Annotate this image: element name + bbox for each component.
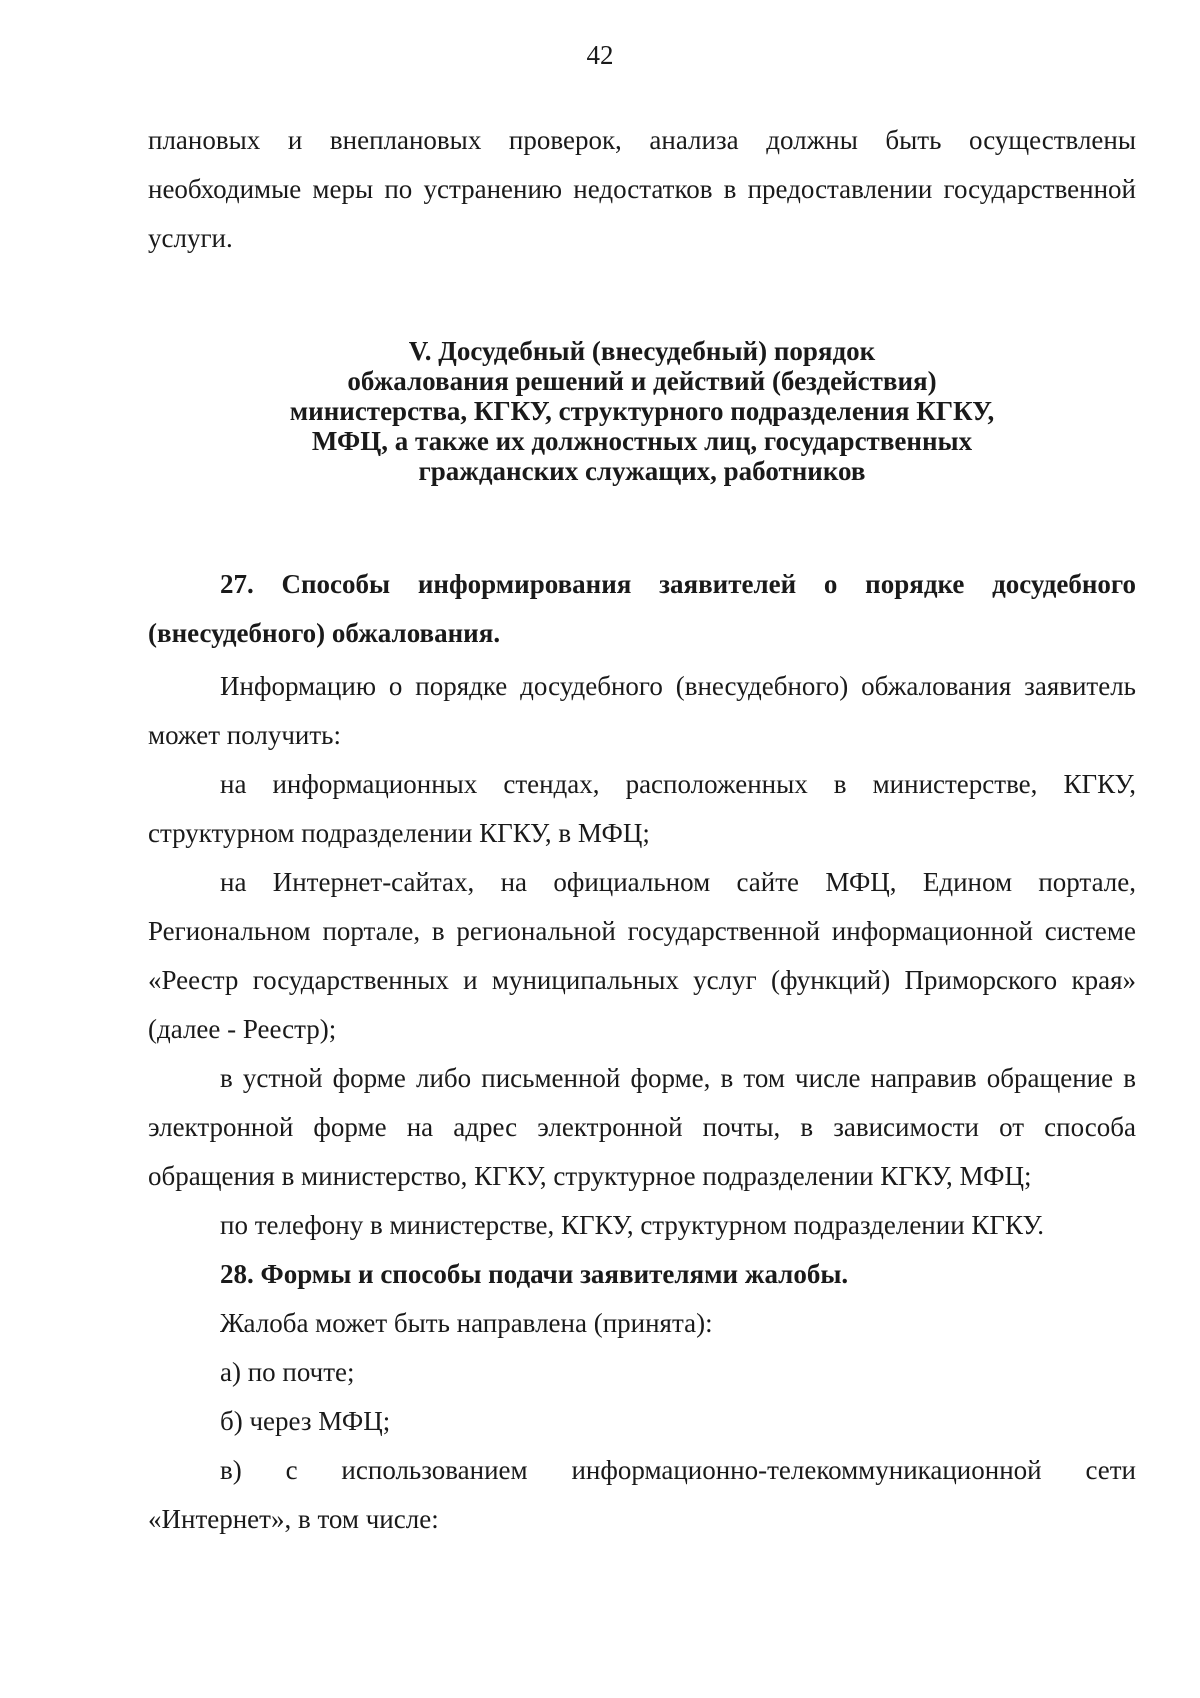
main-content bbox=[148, 560, 1136, 1544]
item-27-option-written: в устной форме либо письменной форме, в том числе направив обращение в электронной форме на адрес электронной почты, в зависимости от способа обращения в министерство, КГКУ, структурное подразделении КГКУ, МФЦ; bbox=[148, 1063, 1136, 1191]
section-heading-line: обжалования решений и действий (бездействия) bbox=[347, 366, 937, 396]
section-heading-line: V. Досудебный (внесудебный) порядок bbox=[408, 336, 876, 366]
item-27-heading: 27. Способы информирования заявителей о порядке досудебного (внесудебного) обжалования. bbox=[148, 569, 1136, 648]
item-28-option-v: в) с использованием информационно-телекоммуникационной сети «Интернет», в том числе: bbox=[148, 1455, 1136, 1534]
item-27-option-phone: по телефону в министерстве, КГКУ, структурном подразделении КГКУ. bbox=[220, 1210, 1044, 1240]
item-28-option-a: а) по почте; bbox=[220, 1357, 355, 1387]
item-27-option-websites: на Интернет-сайтах, на официальном сайте МФЦ, Едином портале, Региональном портале, в региональной государственной информационной системе «Реестр государственных и муниципальных услуг (функций) Приморского края» (далее - Реестр); bbox=[148, 867, 1136, 1044]
section-heading bbox=[148, 336, 1136, 486]
page-number: 42 bbox=[586, 40, 614, 70]
item-28-option-b: б) через МФЦ; bbox=[220, 1406, 391, 1436]
intro-paragraph: плановых и внеплановых проверок, анализа должны быть осуществлены необходимые меры по устранению недостатков в предоставлении государственной услуги. bbox=[148, 125, 1136, 253]
item-27-intro: Информацию о порядке досудебного (внесудебного) обжалования заявитель может получить: bbox=[148, 671, 1136, 750]
section-heading-line: министерства, КГКУ, структурного подразделения КГКУ, bbox=[289, 396, 995, 426]
section-heading-line: МФЦ, а также их должностных лиц, государственных bbox=[311, 426, 973, 456]
item-27-option-stands: на информационных стендах, расположенных в министерстве, КГКУ, структурном подразделении КГКУ, в МФЦ; bbox=[148, 769, 1136, 848]
item-28-heading: 28. Формы и способы подачи заявителями жалобы. bbox=[220, 1259, 849, 1289]
section-heading-line: гражданских служащих, работников bbox=[418, 456, 866, 486]
item-28-intro: Жалоба может быть направлена (принята): bbox=[220, 1308, 713, 1338]
